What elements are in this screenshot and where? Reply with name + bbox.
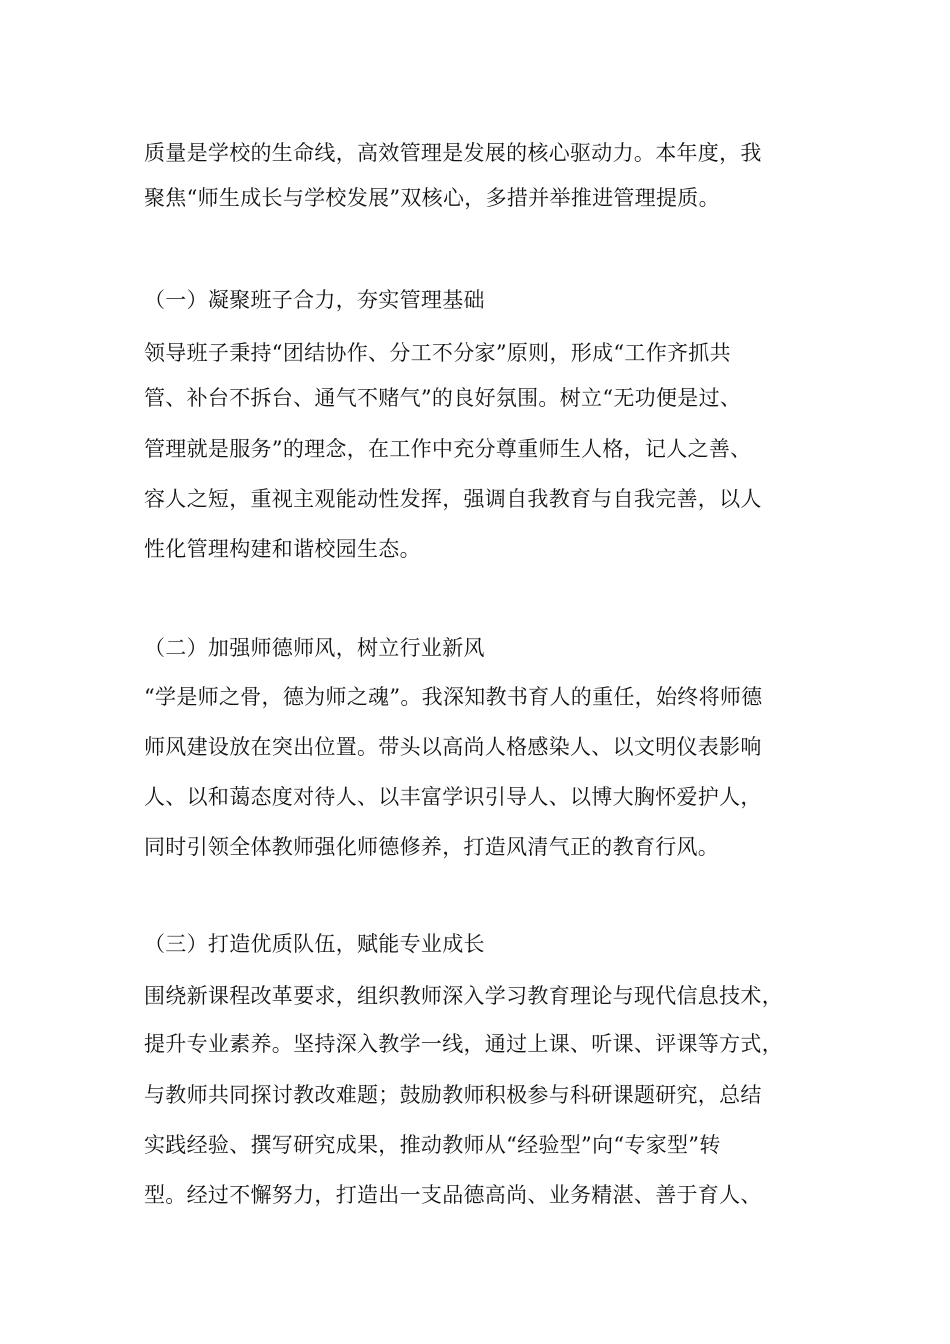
section-2-line-2: 师风建设放在突出位置。带头以高尚人格感染人、以文明仪表影响 bbox=[144, 735, 762, 759]
section-1-line-4: 容人之短，重视主观能动性发挥，强调自我教育与自我完善，以人 bbox=[144, 487, 762, 511]
section-3-heading: （三）打造优质队伍，赋能专业成长 bbox=[144, 932, 485, 956]
section-2-line-1: “学是师之骨，德为师之魂”。我深知教书育人的重任，始终将师德 bbox=[144, 685, 763, 709]
section-3-line-5: 型。经过不懈努力，打造出一支品德高尚、业务精湛、善于育人、 bbox=[144, 1183, 762, 1207]
section-1-line-1: 领导班子秉持“团结协作、分工不分家”原则，形成“工作齐抓共 bbox=[144, 341, 731, 365]
section-1-line-5: 性化管理构建和谐校园生态。 bbox=[144, 537, 421, 561]
section-3-line-3: 与教师共同探讨教改难题；鼓励教师积极参与科研课题研究，总结 bbox=[144, 1083, 762, 1107]
intro-line-1: 质量是学校的生命线，高效管理是发展的核心驱动力。本年度，我 bbox=[144, 141, 762, 165]
section-2-heading: （二）加强师德师风，树立行业新风 bbox=[144, 636, 485, 660]
section-1-heading: （一）凝聚班子合力，夯实管理基础 bbox=[144, 288, 485, 312]
section-3-line-2: 提升专业素养。坚持深入教学一线，通过上课、听课、评课等方式， bbox=[144, 1032, 783, 1056]
section-2-line-3: 人、以和蔼态度对待人、以丰富学识引导人、以博大胸怀爱护人， bbox=[144, 785, 762, 809]
section-1-line-3: 管理就是服务”的理念，在工作中充分尊重师生人格，记人之善、 bbox=[144, 437, 752, 461]
intro-line-2: 聚焦“师生成长与学校发展”双核心，多措并举推进管理提质。 bbox=[144, 186, 720, 210]
section-1-line-2: 管、补台不拆台、通气不赌气”的良好氛围。树立“无功便是过、 bbox=[144, 386, 742, 410]
section-3-line-4: 实践经验、撰写研究成果，推动教师从“经验型”向“专家型”转 bbox=[144, 1133, 721, 1157]
section-2-line-4: 同时引领全体教师强化师德修养，打造风清气正的教育行风。 bbox=[144, 835, 720, 859]
section-3-line-1: 围绕新课程改革要求，组织教师深入学习教育理论与现代信息技术， bbox=[144, 984, 783, 1008]
